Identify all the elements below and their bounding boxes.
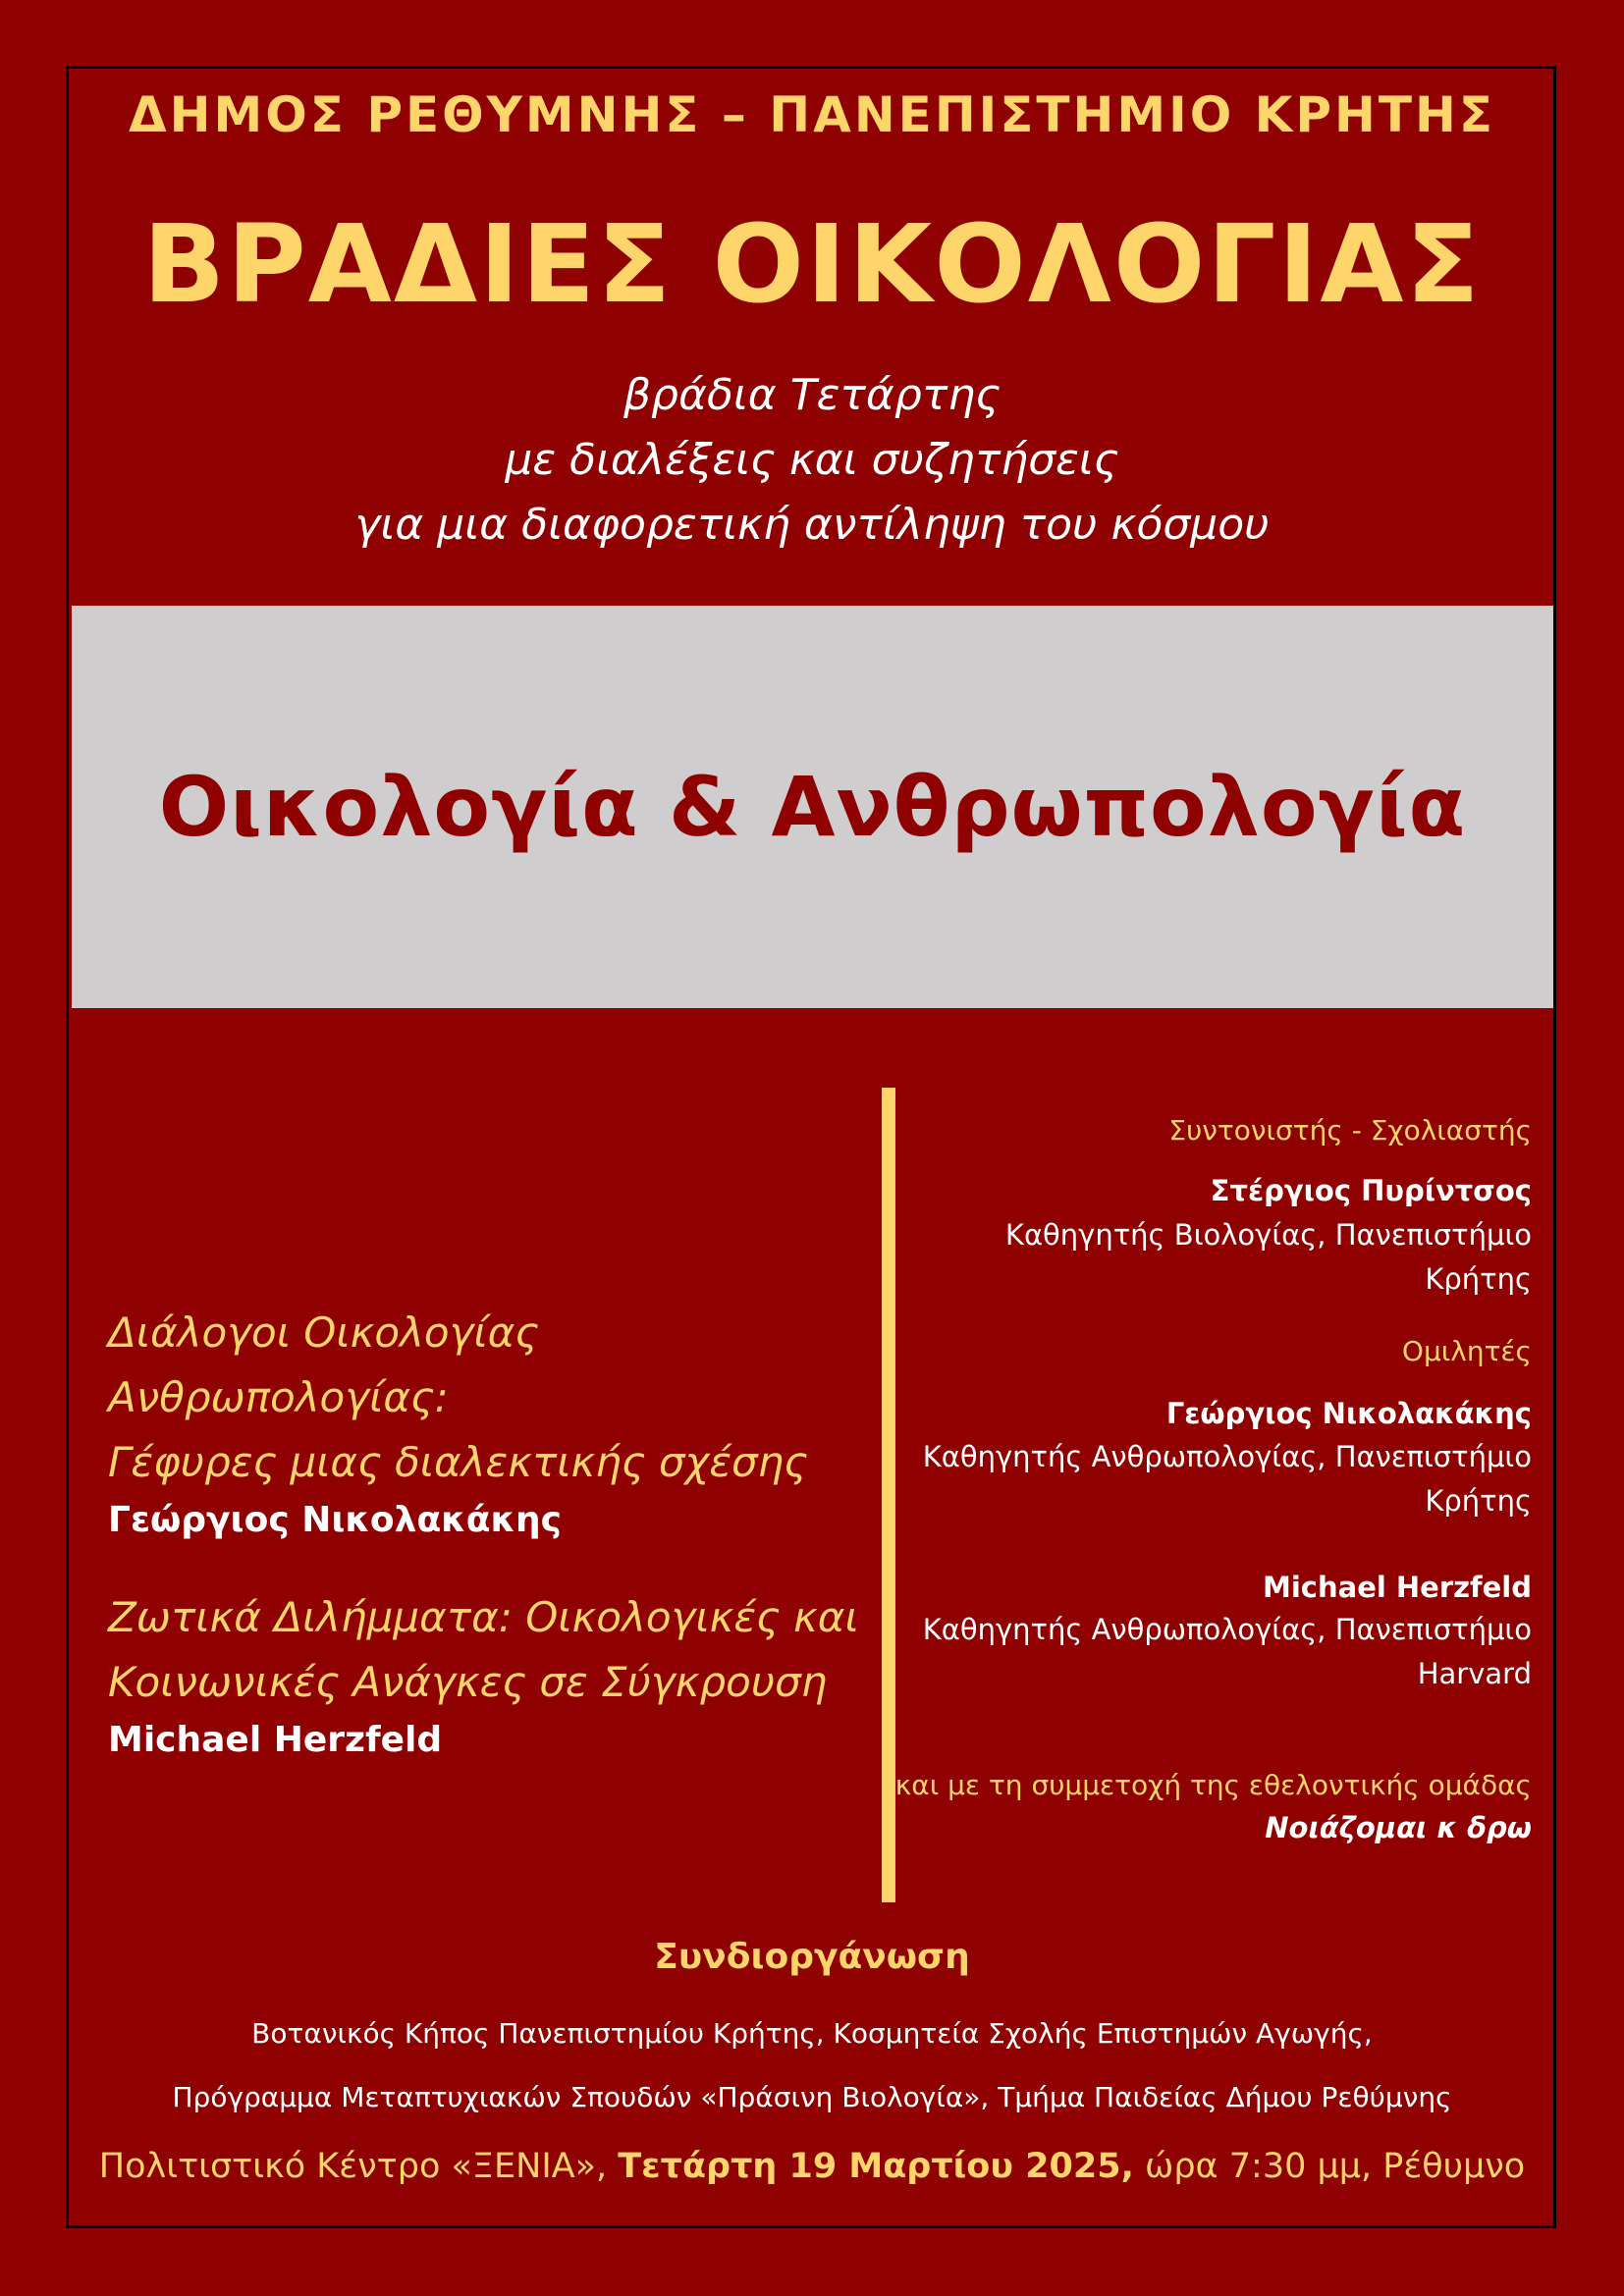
affiliation-line: Καθηγητής Ανθρωπολογίας, Πανεπιστήμιο (922, 1613, 1532, 1646)
moderator-affiliation (844, 1213, 1532, 1302)
speaker-affiliation (844, 1608, 1532, 1696)
talk-title-line: Κοινωνικές Ανάγκες σε Σύγκρουση (108, 1658, 828, 1706)
volunteer-group-name: Νοιάζομαι κ δρω (1265, 1811, 1532, 1844)
speaker-name: Michael Herzfeld (1262, 1571, 1532, 1604)
tagline (0, 363, 1624, 558)
event-time-city: ώρα 7:30 μμ, Ρέθυμνο (1145, 2147, 1526, 2186)
talk-item (108, 1585, 874, 1766)
co-organization-line: Βοτανικός Κήπος Πανεπιστημίου Κρήτης, Κοσμητεία Σχολής Επιστημών Αγωγής, (251, 2017, 1373, 2050)
affiliation-line: Harvard (1417, 1657, 1532, 1690)
tagline-line: για μια διαφορετική αντίληψη του κόσμου (354, 500, 1270, 550)
venue-line (0, 2147, 1624, 2186)
moderator-name: Στέργιος Πυρίντσος (1210, 1174, 1532, 1207)
venue-place: Πολιτιστικό Κέντρο «ΞΕΝΙΑ», (98, 2147, 608, 2186)
tagline-line: βράδια Τετάρτης (623, 370, 1001, 420)
talk-title-line: Διάλογοι Οικολογίας Ανθρωπολογίας: (108, 1308, 539, 1421)
speaker-name: Γεώργιος Νικολακάκης (1165, 1397, 1532, 1430)
affiliation-line: Κρήτης (1425, 1262, 1532, 1296)
talks-list (108, 1301, 874, 1766)
affiliation-line: Κρήτης (1425, 1484, 1532, 1518)
participation-text: και με τη συμμετοχή της εθελοντικής ομάδας (894, 1769, 1532, 1801)
topic-title: Οικολογία & Ανθρωπολογία (158, 759, 1467, 855)
tagline-line: με διαλέξεις και συζητήσεις (505, 435, 1119, 485)
co-organization-heading: Συνδιοργάνωση (654, 1937, 970, 1977)
talk-speaker: Michael Herzfeld (108, 1720, 443, 1760)
series-title: ΒΡΑΔΙΕΣ ΟΙΚΟΛΟΓΙΑΣ (142, 201, 1482, 327)
talk-item (108, 1301, 874, 1546)
talk-title-line: Γέφυρες μιας διαλεκτικής σχέσης (108, 1438, 808, 1486)
talk-title-line: Ζωτικά Διλήμματα: Οικολογικές και (108, 1593, 859, 1641)
affiliation-line: Καθηγητής Βιολογίας, Πανεπιστήμιο (1004, 1218, 1532, 1252)
moderator-role-label: Συντονιστής - Σχολιαστής (1168, 1114, 1532, 1147)
event-date: Τετάρτη 19 Μαρτίου 2025, (618, 2147, 1134, 2186)
speakers-role-label: Ομιλητές (1401, 1335, 1532, 1367)
topic-band (72, 606, 1553, 1008)
co-organization-line: Πρόγραμμα Μεταπτυχιακών Σπουδών «Πράσινη Βιολογία», Τμήμα Παιδείας Δήμου Ρεθύμνης (172, 2081, 1452, 2113)
talk-speaker: Γεώργιος Νικολακάκης (108, 1500, 563, 1540)
affiliation-line: Καθηγητής Ανθρωπολογίας, Πανεπιστήμιο (922, 1440, 1532, 1473)
organizers-line: ΔΗΜΟΣ ΡΕΘΥΜΝΗΣ – ΠΑΝΕΠΙΣΤΗΜΙΟ ΚΡΗΤΗΣ (128, 86, 1495, 143)
speaker-affiliation (844, 1435, 1532, 1523)
